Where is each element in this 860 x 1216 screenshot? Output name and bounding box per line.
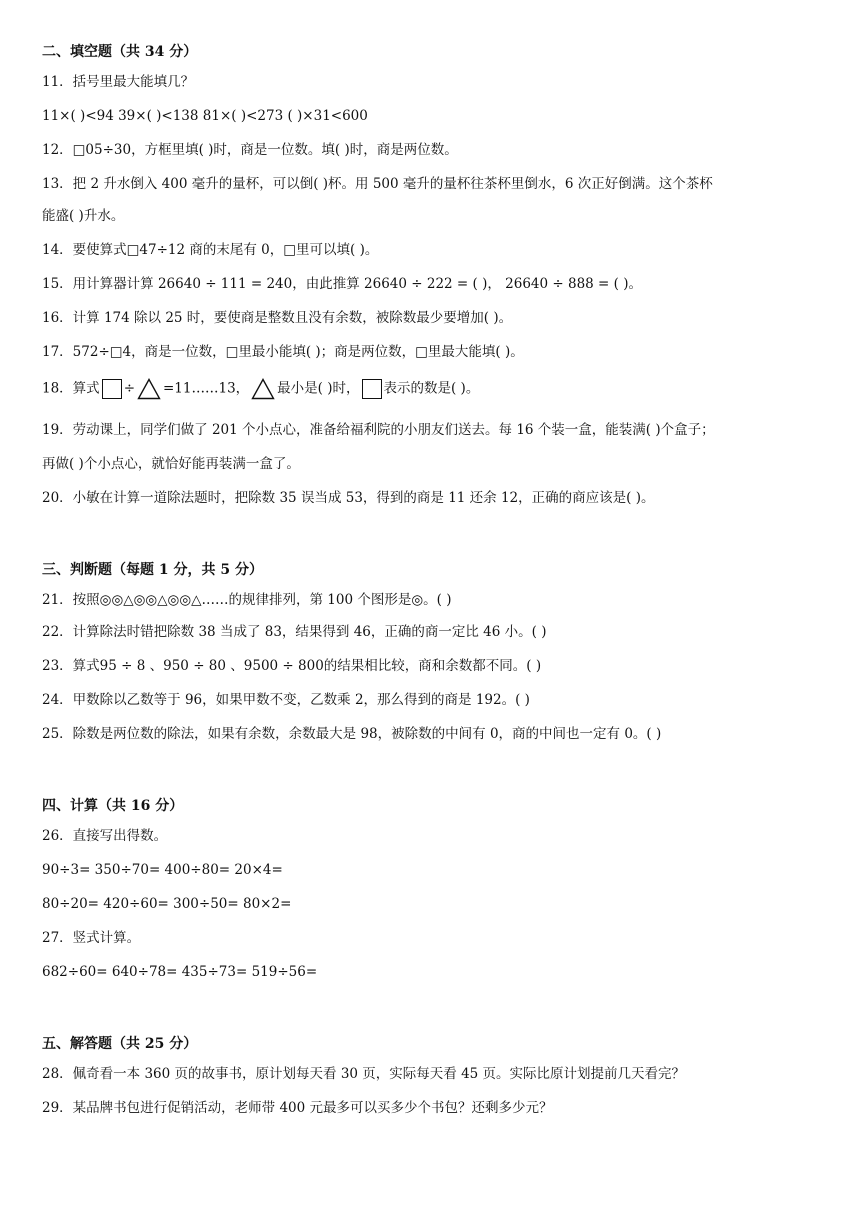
question-26: 26．直接写出得数。 [42,828,168,844]
question-28: 28．佩奇看一本 360 页的故事书，原计划每天看 30 页，实际每天看 45 页。实际比原计划提前几天看完？ [42,1066,686,1082]
calc-row-1: 90÷3= 350÷70= 400÷80= 20×4= [42,862,283,878]
question-19-line2: 再做( )个小点心，就恰好能再装满一盒了。 [42,456,300,472]
question-11-items: 11×( )<94 39×( )<138 81×( )<273 ( )×31<600 [42,108,368,124]
question-24: 24．甲数除以乙数等于 96，如果甲数不变，乙数乘 2，那么得到的商是 192。( ) [42,692,530,708]
calc-row-3: 682÷60= 640÷78= 435÷73= 519÷56= [42,964,318,980]
question-23: 23．算式95 ÷ 8 、950 ÷ 80 、9500 ÷ 800的结果相比较，商和余数都不同。( ) [42,658,542,674]
section-title-fill: 二、填空题（共 34 分） [42,44,198,60]
square-box-icon [102,379,122,399]
question-12: 12．□05÷30，方框里填( )时，商是一位数。填( )时，商是两位数。 [42,142,458,158]
question-20: 20．小敏在计算一道除法题时，把除数 35 误当成 53，得到的商是 11 还余 12，正确的商应该是( )。 [42,490,655,506]
question-18-end: 表示的数是( )。 [383,380,480,397]
section-title-judge: 三、判断题（每题 1 分，共 5 分） [42,562,263,578]
question-18-mid: =11……13， [163,380,250,397]
question-18-divide: ÷ [123,380,135,397]
question-19-line1: 19．劳动课上，同学们做了 201 个小点心，准备给福利院的小朋友们送去。每 16 个装一盒，能装满( )个盒子； [42,422,715,438]
question-18-after-triangle: 最小是( )时， [277,380,360,397]
question-22: 22．计算除法时错把除数 38 当成了 83，结果得到 46，正确的商一定比 46 小。( ) [42,624,547,640]
question-18-prefix: 18．算式 [42,380,100,397]
question-25: 25．除数是两位数的除法，如果有余数，余数最大是 98，被除数的中间有 0，商的中间也一定有 0。( ) [42,726,662,742]
square-box-icon [362,379,382,399]
section-title-solve: 五、解答题（共 25 分） [42,1036,198,1052]
calc-row-2: 80÷20= 420÷60= 300÷50= 80×2= [42,896,292,912]
triangle-icon [251,378,275,400]
question-29: 29．某品牌书包进行促销活动，老师带 400 元最多可以买多少个书包？还剩多少元？ [42,1100,553,1116]
question-17: 17．572÷□4，商是一位数，□里最小能填( )；商是两位数，□里最大能填( )。 [42,344,524,360]
question-27: 27．竖式计算。 [42,930,141,946]
question-14: 14．要使算式□47÷12 商的末尾有 0，□里可以填( )。 [42,242,379,258]
question-18 [42,378,479,400]
question-13-line2: 能盛( )升水。 [42,208,125,224]
triangle-icon [137,378,161,400]
question-11: 11．括号里最大能填几？ [42,74,195,90]
question-15: 15．用计算器计算 26640 ÷ 111 = 240，由此推算 26640 ÷ 222 = ( )， 26640 ÷ 888 = ( )。 [42,276,642,292]
section-title-calc: 四、计算（共 16 分） [42,798,184,814]
question-13-line1: 13．把 2 升水倒入 400 毫升的量杯，可以倒( )杯。用 500 毫升的量杯往茶杯里倒水，6 次正好倒满。这个茶杯 [42,176,713,192]
question-21: 21．按照◎◎△◎◎△◎◎△……的规律排列，第 100 个图形是◎。( ) [42,592,452,608]
question-16: 16．计算 174 除以 25 时，要使商是整数且没有余数，被除数最少要增加( )。 [42,310,513,326]
